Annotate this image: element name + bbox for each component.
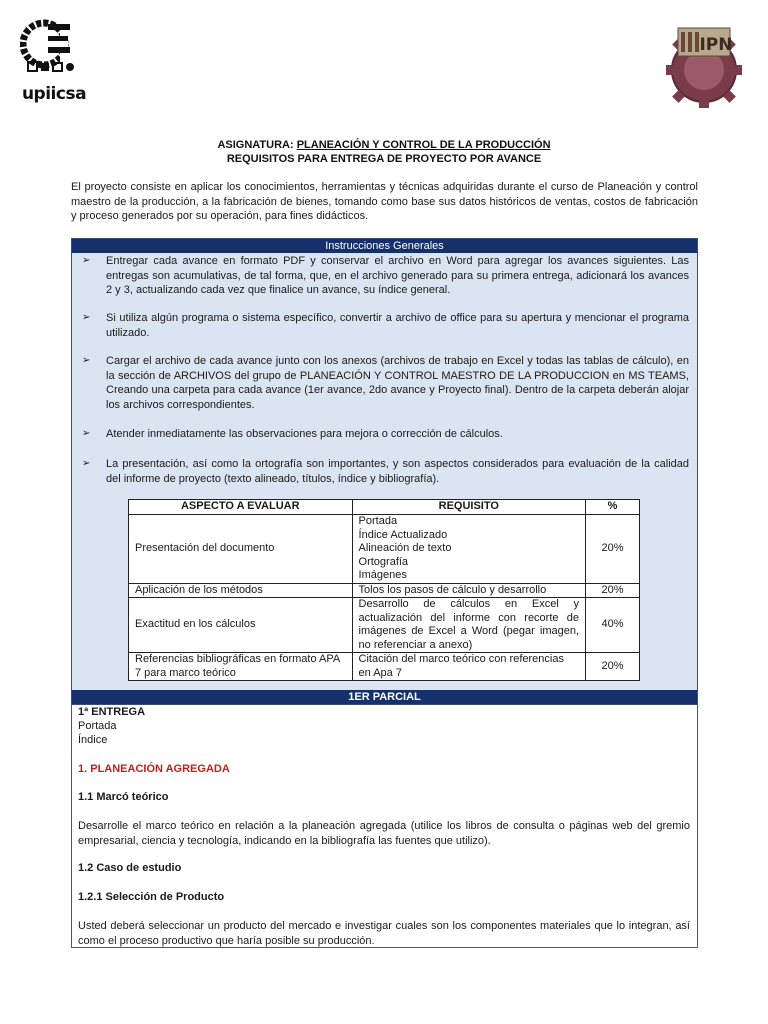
subject-heading — [0, 139, 768, 151]
ipn-gear-icon — [664, 22, 744, 108]
instruction-item — [82, 457, 689, 486]
arrow-bullet-icon: ➢ — [82, 255, 91, 266]
subsection-text: Usted deberá seleccionar un producto del mercado e investigar cuales son los componentes materiales que lo integran, así como el proceso productivo que haría posible su producción. — [78, 920, 690, 947]
arrow-bullet-icon: ➢ — [82, 355, 91, 366]
table-row — [129, 598, 640, 653]
arrow-bullet-icon: ➢ — [82, 458, 91, 469]
aspect-cell: Referencias bibliográficas en formato APA 7 para marco teórico — [129, 653, 353, 681]
instructions-header: Instrucciones Generales — [72, 239, 697, 253]
column-header-requirement: REQUISITO — [352, 500, 586, 515]
subsection-title: 1.2.1 Selección de Producto — [78, 891, 225, 903]
upiicsa-logo — [14, 14, 94, 104]
portada-label: Portada — [78, 720, 117, 732]
indice-label: Índice — [78, 734, 108, 746]
ipn-logo — [664, 22, 744, 108]
ipn-logo-text: IPN — [699, 35, 733, 55]
instruction-text: Atender inmediatamente las observaciones para mejora o corrección de cálculos. — [106, 428, 503, 440]
subject-name: PLANEACIÓN Y CONTROL DE LA PRODUCCIÓN — [296, 139, 551, 151]
instruction-text: Si utiliza algún programa o sistema específico, convertir a archivo de office para su apertura y mencionar el programa utilizado. — [106, 312, 689, 339]
requirement-line: Portada — [358, 515, 398, 527]
subtitle-heading: REQUISITOS PARA ENTREGA DE PROYECTO POR AVANCE — [226, 153, 542, 165]
percent-cell: 40% — [586, 598, 640, 653]
instructions-section — [71, 238, 698, 705]
column-header-aspect: ASPECTO A EVALUAR — [129, 500, 353, 515]
requirement-line: Imágenes — [358, 569, 407, 581]
table-header-row — [129, 500, 640, 515]
instruction-text: Entregar cada avance en formato PDF y conservar el archivo en Word para agregar los avances siguientes. Las entregas son acumulativas, de tal forma, que, en el archivo generado para su primera entrega, adicionará los avances 2 y 3, actualizando cada vez que finalice un avance, su índice general. — [106, 255, 689, 296]
requirement-cell: Citación del marco teórico con referencias en Apa 7 — [352, 653, 586, 681]
instruction-text: La presentación, así como la ortografía son importantes, y son aspectos considerados para evaluación de la calidad del informe de proyecto (texto alineado, títulos, índice y bibliografía). — [106, 458, 689, 485]
requirement-line: Alineación de texto — [358, 542, 452, 554]
aspect-cell: Aplicación de los métodos — [129, 583, 353, 598]
instruction-item — [82, 354, 689, 412]
parcial-header: 1ER PARCIAL — [72, 690, 697, 704]
aspect-cell: Exactitud en los cálculos — [129, 598, 353, 653]
entrega-title: 1ª ENTREGA — [78, 706, 146, 718]
table-row — [129, 583, 640, 598]
parcial-content — [71, 703, 698, 948]
requirement-line: Índice Actualizado — [358, 528, 448, 541]
intro-paragraph: El proyecto consiste en aplicar los conocimientos, herramientas y técnicas adquiridas durante el curso de Planeación y control maestro de la producción, a la fabricación de bienes, tomando como base sus datos históricos de ventas, costos de fabricación y proceso generados por su operación, para fines didácticos. — [71, 181, 698, 222]
subsection-title: 1.2 Caso de estudio — [78, 862, 182, 874]
requirement-cell: Desarrollo de cálculos en Excel y actualización del informe con recorte de imágenes de Excel a Word (pegar imagen, no referenciar a anexo) — [352, 598, 586, 653]
table-row — [129, 515, 640, 584]
table-row — [129, 653, 640, 681]
instruction-item — [82, 254, 689, 298]
section-title: 1. PLANEACIÓN AGREGADA — [78, 763, 230, 775]
arrow-bullet-icon: ➢ — [82, 312, 91, 323]
subsection-title: 1.1 Marcó teórico — [78, 791, 169, 803]
percent-cell: 20% — [586, 653, 640, 681]
requirement-cell: Tolos los pasos de cálculo y desarrollo — [352, 583, 586, 598]
instruction-item — [82, 427, 689, 442]
percent-cell: 20% — [586, 515, 640, 584]
evaluation-table — [128, 499, 640, 681]
logo-left-text: upiicsa — [21, 84, 87, 104]
requirement-cell — [352, 515, 586, 584]
subject-prefix: ASIGNATURA: — [217, 139, 297, 151]
percent-cell: 20% — [586, 583, 640, 598]
instruction-item — [82, 311, 689, 340]
arrow-bullet-icon: ➢ — [82, 428, 91, 439]
instruction-text: Cargar el archivo de cada avance junto con los anexos (archivos de trabajo en Excel y todas las tablas de cálculo), en la sección de ARCHIVOS del grupo de PLANEACIÓN Y CONTROL MAESTRO DE LA PRODUCCION en MS TEAMS, Creando una carpeta para cada avance (1er avance, 2do avance y Proyecto final). Dentro de la carpeta deberán alojar los archivos correspondientes. — [106, 355, 689, 411]
upiicsa-emblem-icon — [20, 14, 90, 84]
aspect-cell: Presentación del documento — [129, 515, 353, 584]
requirement-line: Ortografía — [358, 555, 409, 568]
subsection-text: Desarrolle el marco teórico en relación a la planeación agregada (utilice los libros de consulta o páginas web del gremio empresarial, ciencia y tecnología, indicando en la bibliografía las fuentes que utilizo). — [78, 820, 690, 847]
column-header-percent: % — [586, 500, 640, 515]
